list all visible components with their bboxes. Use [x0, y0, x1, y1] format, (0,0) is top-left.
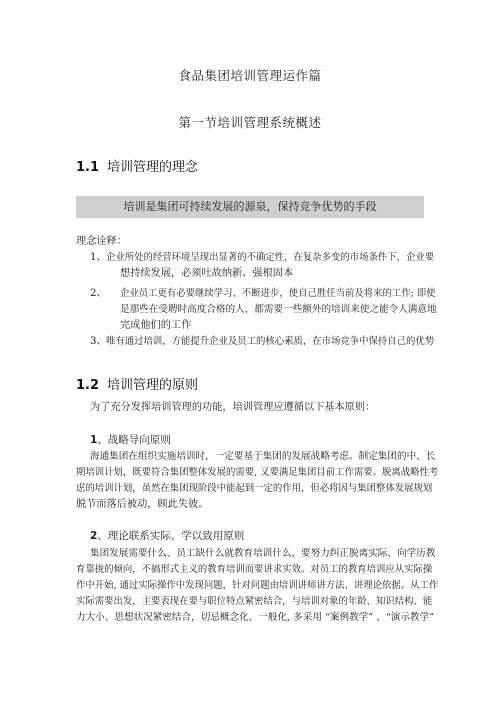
principle-title: 、战略导向原则 [97, 434, 171, 446]
list-item-number: 3、 [90, 336, 107, 347]
paragraph-line: 力大小、思想状况紧密结合，切忌概念化、一般化, 多采用 “案例教学” 、“演示教学” [76, 612, 435, 623]
paragraph-line: 脱节而落后被动，顾此失彼。 [76, 499, 209, 510]
intro-label: 理念诠释： [76, 236, 127, 247]
heading-1-1 [76, 156, 198, 175]
list-item-number: 2、 [90, 288, 107, 299]
principle-title: 、理论联系实际、学以致用原则 [97, 530, 245, 542]
list-item-line: 唯有通过培训，方能提升企业及员工的核心素质，在市场竞争中保持自己的优势 [106, 336, 435, 347]
paragraph-line: 育靠拢的倾向，不搞形式主义的教育培训而要讲求实效。对员工的教育培训应从实际操 [76, 564, 433, 575]
heading-text: 培训管理的原则 [107, 378, 199, 393]
list-item-line: 企业所处的经营环境呈现出显著的不确定性，在复杂多变的市场条件下，企业要 [106, 252, 435, 263]
heading-number: 1.2 [76, 378, 100, 393]
principle-number: 2 [90, 530, 98, 542]
highlight-banner: 培训是集团可持续发展的源泉，保持竞争优势的手段 [76, 196, 424, 218]
list-item-line: 企业员工更有必要继续学习、不断进步，使自己胜任当前及将来的工作; 即使 [120, 288, 436, 299]
principles-intro: 为了充分发挥培训管理的功能，培训管理应遵循以下基本原则： [90, 402, 376, 413]
paragraph-line: 作中开始, 通过实际操作中发现问题，针对问题由培训讲师讲方法、讲理论依据。从工作 [76, 580, 439, 591]
list-item-line: 完成他们的工作 [120, 320, 192, 331]
principle-heading [90, 528, 244, 543]
paragraph-line: 集团发展需要什么、员工缺什么就教育培训什么，要努力纠正脱离实际、向学历教 [90, 548, 436, 559]
list-item-line: 想持续发展，必须吐故纳新、强根固本 [120, 268, 294, 279]
list-item-line: 是那些在受聘时高度合格的人，都需要一些额外的培训来使之能令人满意地 [120, 304, 437, 315]
document-title: 食品集团培训管理运作篇 [178, 68, 322, 83]
principle-heading [90, 432, 171, 447]
paragraph-line: 实际需要出发，主要表现在要与职位特点紧密结合，与培训对象的年龄、知识结构、能 [76, 596, 433, 607]
principle-number: 1 [90, 434, 98, 446]
list-item-number: 1、 [90, 252, 107, 263]
paragraph-line: 期培训计划，既要符合集团整体发展的需要, 又要满足集团目前工作需要。脱离战略性考 [76, 467, 439, 478]
paragraph-line: 虑的培训计划，虽然在集团现阶段中能起到一定的作用，但必将因与集团整体发展规划 [76, 483, 433, 494]
paragraph-line: 海通集团在组织实施培训时，一定要基于集团的发展战略考虑。制定集团的中、长 [90, 451, 436, 462]
heading-number: 1.1 [76, 160, 100, 175]
heading-1-2 [76, 374, 198, 393]
section-title: 第一节培训管理系统概述 [178, 115, 322, 130]
heading-text: 培训管理的理念 [107, 160, 199, 175]
